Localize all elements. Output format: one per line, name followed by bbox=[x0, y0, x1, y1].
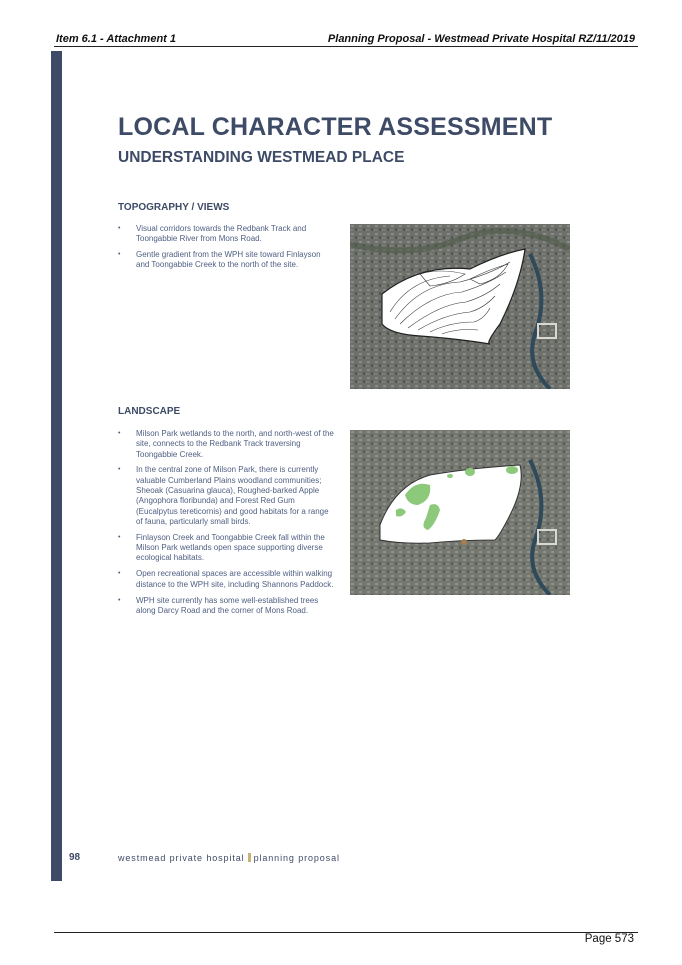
footer-divider bbox=[54, 932, 638, 933]
topography-bullet-list bbox=[118, 224, 336, 276]
topography-aerial-map bbox=[350, 224, 570, 389]
footer-text-left: westmead private hospital bbox=[118, 853, 245, 863]
list-item: • Visual corridors towards the Redbank Track and Toongabbie River from Mons Road. bbox=[118, 224, 336, 245]
list-item: • Open recreational spaces are accessible within walking distance to the WPH site, including Shannons Paddock. bbox=[118, 569, 336, 590]
header-attachment-label: Item 6.1 - Attachment 1 bbox=[56, 33, 177, 45]
footer-separator bbox=[248, 853, 251, 862]
list-item: • Milson Park wetlands to the north, and north-west of the site, connects to the Redbank Track traversing Toongabbie Creek. bbox=[118, 429, 336, 460]
page-title: LOCAL CHARACTER ASSESSMENT bbox=[118, 113, 553, 141]
page-footer-label: Page 573 bbox=[584, 933, 634, 945]
list-item: • Finlayson Creek and Toongabbie Creek fall within the Milson Park wetlands open space supporting diverse ecological habitats. bbox=[118, 533, 336, 564]
list-item: • In the central zone of Milson Park, there is currently valuable Cumberland Plains woodland communities; Sheoak (Casuarina glauca), Roughed-barked Apple (Angophora floribunda) and Forest Red Gum (Eucalpytus tereticornis) and good habitats for a range of fauna, particularly small birds. bbox=[118, 465, 336, 527]
header-divider bbox=[54, 46, 638, 47]
header-document-title: Planning Proposal - Westmead Private Hospital RZ/11/2019 bbox=[327, 33, 635, 45]
landscape-bullet-list bbox=[118, 429, 336, 622]
list-item: • Gentle gradient from the WPH site toward Finlayson and Toongabbie Creek to the north of the site. bbox=[118, 250, 336, 271]
footer-document-name bbox=[118, 853, 340, 863]
list-item: • WPH site currently has some well-established trees along Darcy Road and the corner of Mons Road. bbox=[118, 596, 336, 617]
footer-text-right: planning proposal bbox=[253, 853, 340, 863]
page-number: 98 bbox=[69, 852, 81, 863]
page-subtitle: UNDERSTANDING WESTMEAD PLACE bbox=[118, 149, 405, 166]
landscape-aerial-map bbox=[350, 430, 570, 595]
sidebar-accent-bar bbox=[51, 51, 62, 881]
landscape-heading: LANDSCAPE bbox=[118, 406, 181, 417]
topography-heading: TOPOGRAPHY / VIEWS bbox=[118, 202, 230, 213]
